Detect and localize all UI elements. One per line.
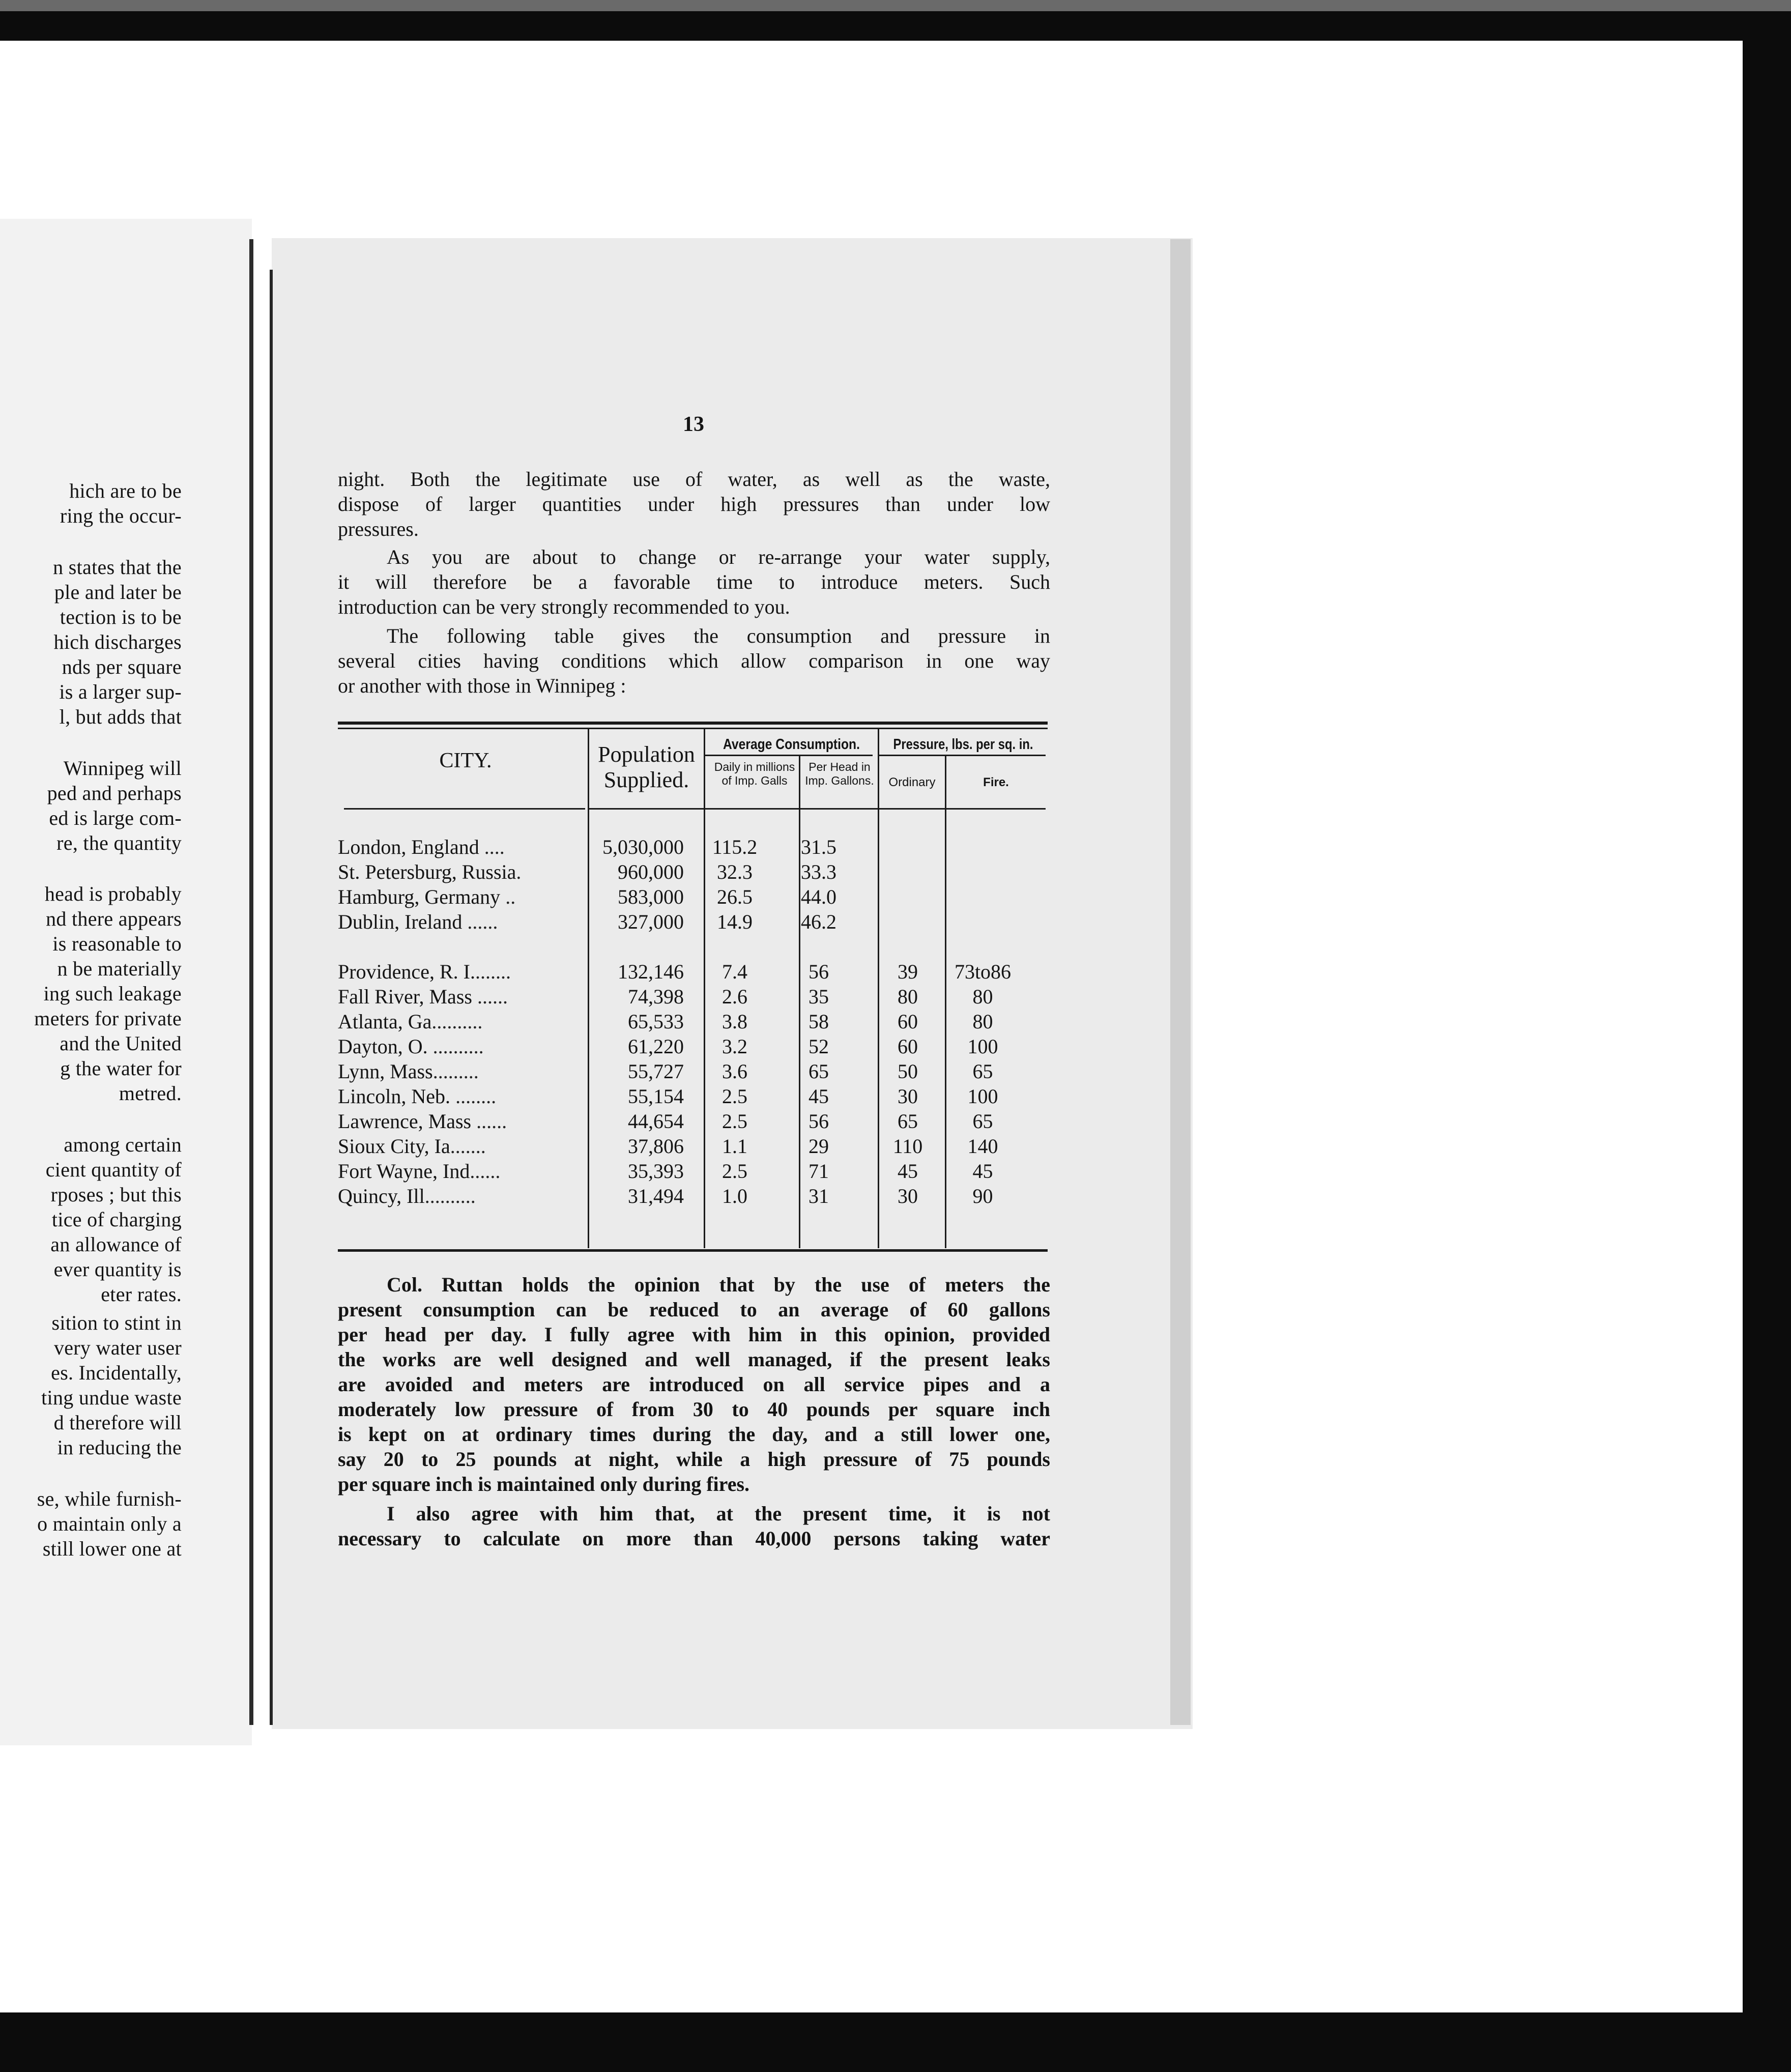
- cell-city: Sioux City, Ia: [338, 1135, 450, 1158]
- text-line: introduction can be very strongly recommended to you.: [338, 595, 790, 618]
- cell-per-head: 56: [808, 1110, 829, 1133]
- cell-population: 37,806: [628, 1135, 684, 1158]
- text-line: pressures.: [338, 517, 419, 540]
- left-line: Winnipeg will: [63, 757, 182, 780]
- left-line: tice of charging: [51, 1208, 182, 1231]
- left-line: g the water for: [60, 1057, 182, 1080]
- cell-city: Quincy, Ill: [338, 1185, 425, 1207]
- cell-ordinary: 30: [898, 1185, 918, 1207]
- text-line: moderately low pressure of from 30 to 40 pounds per square inch: [338, 1398, 1050, 1421]
- left-line: ring the occur-: [60, 504, 182, 527]
- cell-leader: ......: [476, 1110, 507, 1133]
- text-line: or another with those in Winnipeg :: [338, 674, 626, 697]
- text-line: The following table gives the consumption and pressure in: [387, 624, 1050, 647]
- left-line: an allowance of: [50, 1233, 182, 1256]
- cell-ordinary: 45: [898, 1160, 918, 1183]
- cell-leader: .......: [475, 960, 511, 983]
- text-line: night. Both the legitimate use of water, as well as the waste,: [338, 468, 1050, 491]
- table-top-rule: [338, 722, 1048, 725]
- cell-fire: 100: [967, 1035, 998, 1058]
- text-line: per square inch is maintained only during fires.: [338, 1473, 750, 1495]
- paragraph-4: [338, 1272, 1050, 1497]
- cell-daily: 1.1: [722, 1135, 747, 1158]
- left-line: in reducing the: [57, 1436, 182, 1459]
- text-line: it will therefore be a favorable time to introduce meters. Such: [338, 570, 1050, 593]
- cell-population: 55,727: [628, 1060, 684, 1083]
- cell-daily: 2.6: [722, 985, 747, 1008]
- text-line: dispose of larger quantities under high pressures than under low: [338, 493, 1050, 515]
- cell-fire: 65: [972, 1110, 993, 1133]
- left-line: head is probably: [44, 882, 182, 905]
- text-line: present consumption can be reduced to an average of 60 gallons: [338, 1298, 1050, 1321]
- left-line: tection is to be: [60, 606, 182, 628]
- header-average-consumption: Average Consumption.: [723, 736, 860, 753]
- left-line: d therefore will: [53, 1411, 182, 1434]
- cell-population: 74,398: [628, 985, 684, 1008]
- cell-daily: 115.2: [712, 836, 758, 858]
- cell-per-head: 33.3: [801, 860, 836, 883]
- cell-city: Lawrence, Mass: [338, 1110, 472, 1133]
- cell-city: Fort Wayne, Ind: [338, 1160, 470, 1183]
- cell-population: 65,533: [628, 1010, 684, 1033]
- header-per-head: Per Head in Imp. Gallons.: [805, 760, 874, 787]
- scan-border-top: [0, 0, 1791, 41]
- left-line: es. Incidentally,: [51, 1361, 182, 1384]
- cell-daily: 7.4: [722, 960, 747, 983]
- header-underline-data: [588, 808, 1046, 810]
- scan-border-bottom: [0, 2012, 1791, 2072]
- cell-daily: 2.5: [722, 1160, 747, 1183]
- left-line: ting undue waste: [41, 1386, 182, 1409]
- left-line: o maintain only a: [37, 1512, 182, 1535]
- cell-leader: .........: [432, 1060, 479, 1083]
- text-line: per head per day. I fully agree with him in this opinion, provided: [338, 1323, 1050, 1346]
- left-line: ing such leakage: [43, 982, 182, 1005]
- left-line: n be materially: [57, 957, 182, 980]
- cell-fire: 80: [972, 985, 993, 1008]
- book-spine: [249, 239, 253, 1725]
- cell-leader: .......: [450, 1135, 486, 1158]
- left-line: sition to stint in: [51, 1311, 182, 1334]
- cell-per-head: 52: [808, 1035, 829, 1058]
- cell-daily: 26.5: [717, 885, 753, 908]
- cell-city: Lincoln, Neb.: [338, 1085, 451, 1108]
- cell-per-head: 31.5: [801, 836, 836, 858]
- text-line: necessary to calculate on more than 40,000 persons taking water: [338, 1527, 1050, 1550]
- left-line: n states that the: [53, 556, 182, 579]
- left-line: ple and later be: [54, 581, 182, 603]
- cell-daily: 3.8: [722, 1010, 747, 1033]
- cell-per-head: 35: [808, 985, 829, 1008]
- cell-ordinary: 110: [892, 1135, 923, 1158]
- paragraph-5: [338, 1501, 1050, 1551]
- cell-daily: 3.2: [722, 1035, 747, 1058]
- cell-population: 327,000: [618, 910, 684, 933]
- cell-per-head: 29: [808, 1135, 829, 1158]
- paragraph-2: [338, 544, 1050, 619]
- cell-leader: ........: [455, 1085, 497, 1108]
- left-page-fragment: [0, 219, 252, 1745]
- cell-ordinary: 80: [898, 985, 918, 1008]
- cell-per-head: 58: [808, 1010, 829, 1033]
- left-line: still lower one at: [42, 1537, 182, 1560]
- table-bottom-rule: [338, 1249, 1048, 1252]
- cell-daily: 32.3: [717, 860, 753, 883]
- cell-city: Fall River, Mass: [338, 985, 472, 1008]
- page-edge-shadow: [1170, 239, 1191, 1725]
- text-line: are avoided and meters are introduced on all service pipes and a: [338, 1373, 1050, 1396]
- header-underline-pressure: [878, 755, 1046, 756]
- left-line: eter rates.: [101, 1283, 182, 1306]
- left-line: and the United: [60, 1032, 182, 1055]
- left-line: re, the quantity: [56, 831, 182, 854]
- left-line: hich discharges: [53, 630, 182, 653]
- left-line: ever quantity is: [53, 1258, 182, 1281]
- cell-per-head: 46.2: [801, 910, 836, 933]
- cell-population: 960,000: [618, 860, 684, 883]
- left-line: among certain: [64, 1133, 182, 1156]
- cell-fire: 90: [972, 1185, 993, 1207]
- paragraph-1: [338, 467, 1050, 541]
- left-line: nds per square: [62, 655, 182, 678]
- text-line: is kept on at ordinary times during the day, and a still lower one,: [338, 1423, 1050, 1446]
- cell-daily: 2.5: [722, 1085, 747, 1108]
- text-line: Col. Ruttan holds the opinion that by the use of meters the: [387, 1273, 1050, 1296]
- cell-leader: ..........: [424, 1185, 476, 1207]
- cell-population: 44,654: [628, 1110, 684, 1133]
- cell-fire: 140: [967, 1135, 998, 1158]
- left-line: metred.: [119, 1082, 182, 1105]
- cell-leader: ......: [477, 985, 508, 1008]
- left-line: ped and perhaps: [47, 782, 182, 804]
- cell-city: Atlanta, Ga: [338, 1010, 432, 1033]
- cell-population: 5,030,000: [602, 836, 684, 858]
- scan-border-right: [1743, 31, 1791, 2025]
- cell-leader: ..........: [432, 1035, 484, 1058]
- left-line: very water user: [53, 1336, 182, 1359]
- cell-fire: 65: [972, 1060, 993, 1083]
- cell-per-head: 71: [808, 1160, 829, 1183]
- left-line: is a larger sup-: [59, 680, 182, 703]
- left-line: rposes ; but this: [50, 1183, 182, 1206]
- cell-city: London, England: [338, 836, 479, 858]
- cell-daily: 3.6: [722, 1060, 747, 1083]
- cell-city: Hamburg, Germany: [338, 885, 501, 908]
- left-line: ed is large com-: [49, 807, 182, 829]
- cell-ordinary: 60: [898, 1010, 918, 1033]
- cell-leader: ......: [467, 910, 498, 933]
- left-line: is reasonable to: [52, 932, 182, 955]
- cell-population: 35,393: [628, 1160, 684, 1183]
- cell-city: Lynn, Mass: [338, 1060, 433, 1083]
- cell-per-head: 45: [808, 1085, 829, 1108]
- header-population: Population Supplied.: [598, 742, 695, 792]
- header-daily: Daily in millions of Imp. Galls: [714, 760, 795, 787]
- cell-daily: 14.9: [717, 910, 753, 933]
- header-underline-city: [344, 808, 585, 810]
- cell-city: St. Petersburg, Russia: [338, 860, 516, 883]
- cell-per-head: 31: [808, 1185, 829, 1207]
- cell-ordinary: 60: [898, 1035, 918, 1058]
- header-pressure: Pressure, lbs. per sq. in.: [893, 736, 1033, 753]
- page-number: 13: [683, 413, 704, 436]
- header-fire: Fire.: [983, 775, 1009, 789]
- left-line: l, but adds that: [59, 705, 182, 728]
- left-line: se, while furnish-: [37, 1487, 182, 1510]
- text-line: say 20 to 25 pounds at night, while a high pressure of 75 pounds: [338, 1448, 1050, 1471]
- header-underline-consumption: [705, 755, 873, 756]
- cell-per-head: 56: [808, 960, 829, 983]
- cell-population: 132,146: [618, 960, 684, 983]
- cell-city: Dayton, O.: [338, 1035, 428, 1058]
- cell-ordinary: 39: [898, 960, 918, 983]
- cell-population: 61,220: [628, 1035, 684, 1058]
- text-line: I also agree with him that, at the present time, it is not: [387, 1502, 1050, 1525]
- text-line: As you are about to change or re-arrange your water supply,: [387, 545, 1050, 568]
- cell-fire: 45: [972, 1160, 993, 1183]
- page-left-edge: [270, 270, 273, 1725]
- cell-leader: ....: [484, 836, 505, 858]
- table-top-rule-thin: [338, 728, 1048, 729]
- cell-population: 55,154: [628, 1085, 684, 1108]
- paragraph-3: [338, 623, 1050, 698]
- cell-leader: ..........: [431, 1010, 483, 1033]
- cell-population: 31,494: [628, 1185, 684, 1207]
- left-line: meters for private: [34, 1007, 182, 1030]
- cell-city: Dublin, Ireland: [338, 910, 463, 933]
- cell-city: Providence, R. I.: [338, 960, 475, 983]
- cell-per-head: 65: [808, 1060, 829, 1083]
- cell-fire: 100: [967, 1085, 998, 1108]
- cell-leader: ......: [470, 1160, 501, 1183]
- cell-leader: ..: [505, 885, 516, 908]
- cell-per-head: 44.0: [801, 885, 836, 908]
- header-city: CITY.: [439, 749, 492, 772]
- left-line: cient quantity of: [45, 1158, 182, 1181]
- cell-ordinary: 30: [898, 1085, 918, 1108]
- cell-population: 583,000: [618, 885, 684, 908]
- cell-ordinary: 65: [898, 1110, 918, 1133]
- header-ordinary: Ordinary: [888, 775, 936, 789]
- cell-daily: 1.0: [722, 1185, 747, 1207]
- cell-daily: 2.5: [722, 1110, 747, 1133]
- left-line: hich are to be: [69, 479, 182, 502]
- cell-leader: .: [516, 860, 522, 883]
- left-line: nd there appears: [46, 907, 182, 930]
- cell-fire: 73to86: [954, 960, 1012, 983]
- text-line: several cities having conditions which allow comparison in one way: [338, 649, 1050, 672]
- text-line: the works are well designed and well managed, if the present leaks: [338, 1348, 1050, 1371]
- cell-fire: 80: [972, 1010, 993, 1033]
- cell-ordinary: 50: [898, 1060, 918, 1083]
